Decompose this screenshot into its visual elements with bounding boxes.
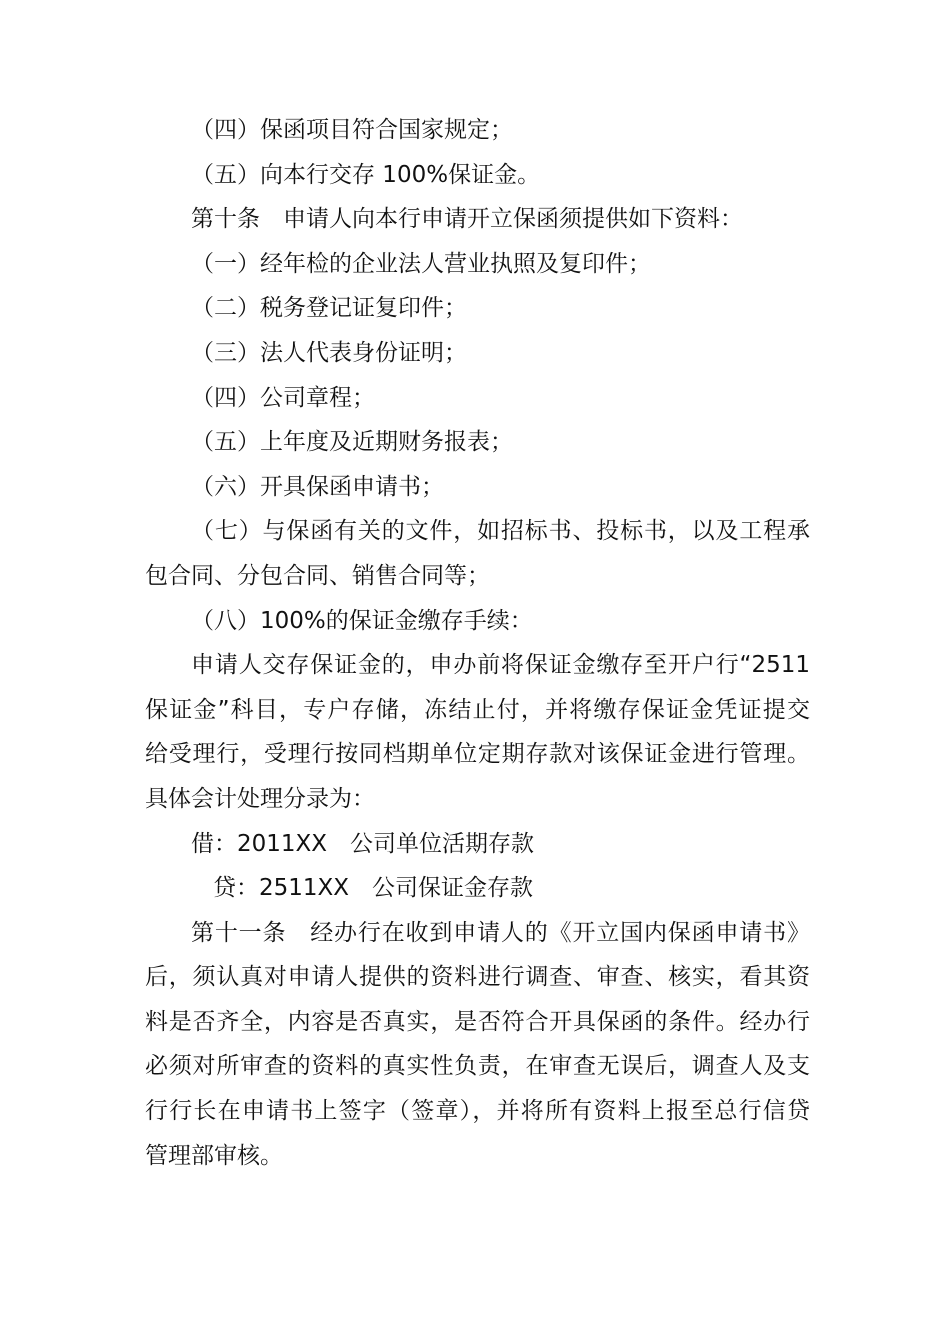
- deposit-paragraph-line-1: 申请人交存保证金的，申办前将保证金缴存至开户行“2511: [191, 652, 810, 679]
- journal-entry-debit: 借：2011XX 公司单位活期存款: [191, 830, 535, 857]
- material-item-6: （六）开具保函申请书；: [191, 473, 444, 500]
- document-body: [145, 108, 810, 1178]
- deposit-paragraph-line-3: 给受理行，受理行按同档期单位定期存款对该保证金进行管理。: [145, 741, 810, 768]
- material-item-2: （二）税务登记证复印件；: [191, 295, 467, 322]
- material-item-4: （四）公司章程；: [191, 384, 375, 411]
- material-item-3: （三）法人代表身份证明；: [191, 339, 467, 366]
- material-item-8: （八）100%的保证金缴存手续：: [191, 607, 533, 634]
- article-11-line-3: 料是否齐全，内容是否真实，是否符合开具保函的条件。经办行: [145, 1008, 810, 1035]
- article-11-line-1: 第十一条 经办行在收到申请人的《开立国内保函申请书》: [191, 919, 810, 946]
- material-item-1: （一）经年检的企业法人营业执照及复印件；: [191, 250, 651, 277]
- article-11-line-4: 必须对所审查的资料的真实性负责，在审查无误后，调查人及支: [145, 1053, 810, 1080]
- material-item-7-line-1: （七）与保函有关的文件，如招标书、投标书，以及工程承: [191, 518, 810, 545]
- article-10-heading: 第十条 申请人向本行申请开立保函须提供如下资料：: [191, 206, 743, 233]
- material-item-7-line-2: 包合同、分包合同、销售合同等；: [145, 562, 490, 589]
- clause-item-4-compliance: （四）保函项目符合国家规定；: [191, 117, 513, 143]
- article-11-line-2: 后，须认真对申请人提供的资料进行调查、审查、核实，看其资: [145, 964, 810, 991]
- deposit-paragraph-line-4: 具体会计处理分录为：: [145, 785, 375, 812]
- material-item-5: （五）上年度及近期财务报表；: [191, 429, 513, 456]
- journal-entry-credit: 贷：2511XX 公司保证金存款: [213, 875, 534, 902]
- clause-item-5-deposit: （五）向本行交存 100%保证金。: [191, 161, 541, 188]
- article-11-line-6: 管理部审核。: [145, 1142, 283, 1169]
- deposit-paragraph-line-2: 保证金”科目，专户存储，冻结止付，并将缴存保证金凭证提交: [145, 696, 810, 723]
- article-11-line-5: 行行长在申请书上签字（签章），并将所有资料上报至总行信贷: [145, 1098, 810, 1125]
